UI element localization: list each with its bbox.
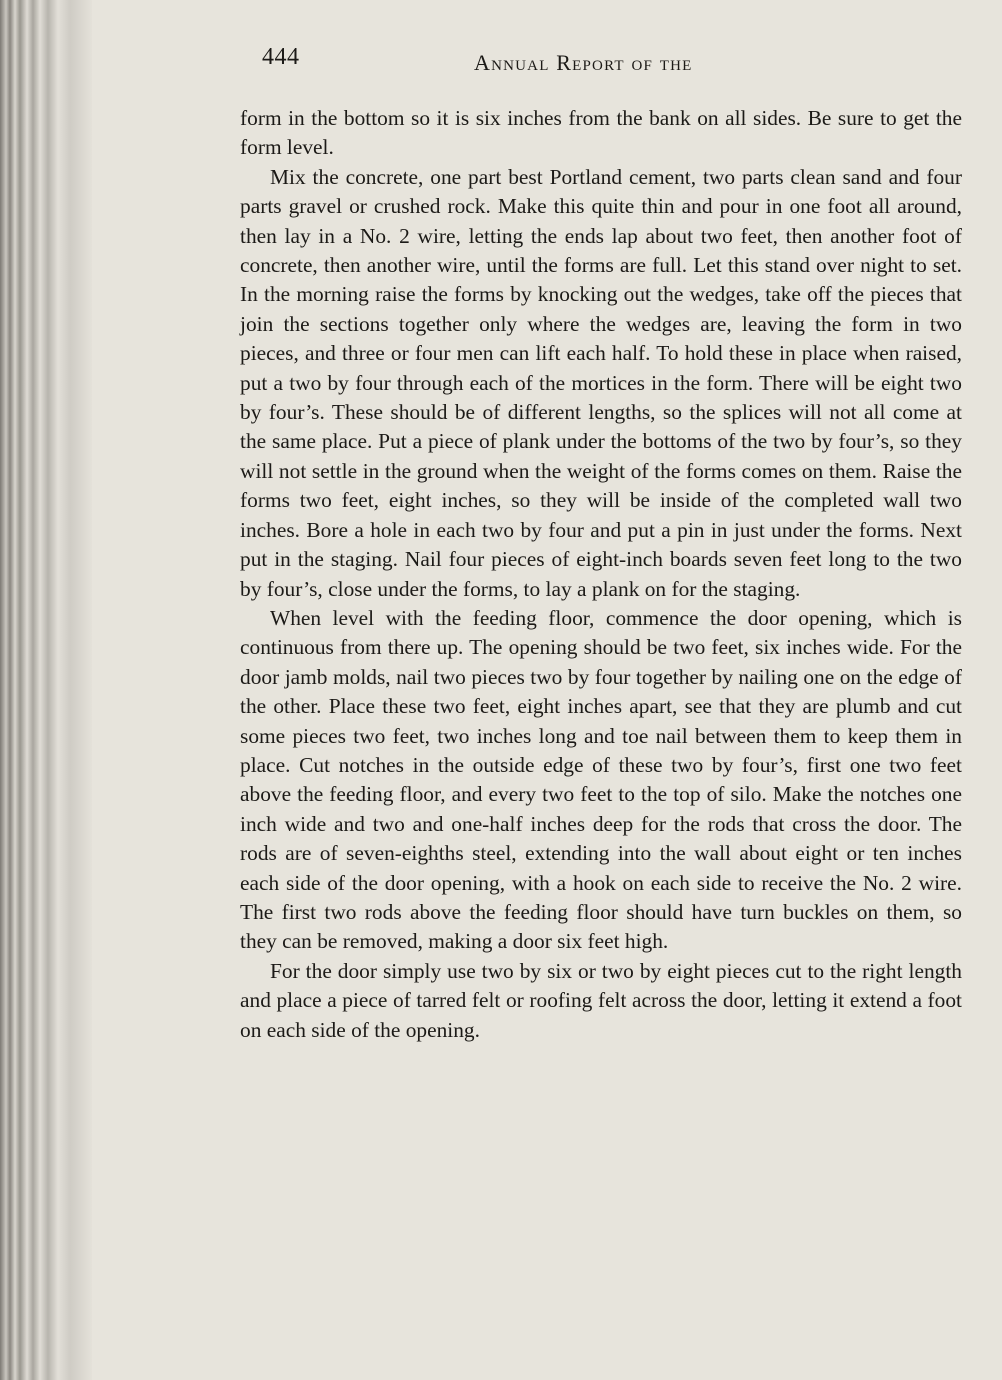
paragraph-4: For the door simply use two by six or two by eight pieces cut to the right length and place a piece of tarred felt or roofing felt across the door, letting it extend a foot on each side of the opening. <box>240 958 962 1042</box>
page-number: 444 <box>262 44 300 70</box>
paragraph-1: form in the bottom so it is six inches from the bank on all sides. Be sure to get the form level. <box>240 106 962 160</box>
paragraph-3: When level with the feeding floor, commence the door opening, which is continuous from there up. The opening should be two feet, six inches wide. For the door jamb molds, nail two pieces two by four together by nailing one on the edge of the other. Place these two feet, eight inches apart, see that they are plumb and cut some pieces two feet, two inches long and toe nail between them to keep them in place. Cut notches in the outside edge of these two by four’s, first one two feet above the feeding floor, and every two feet to the top of silo. Make the notches one inch wide and two and one-half inches deep for the rods that cross the door. The rods are of seven-eighths steel, extending into the wall about eight or ten inches each side of the door opening, with a hook on each side to receive the No. 2 wire. The first two rods above the feeding floor should have turn buckles on them, so they can be removed, making a door six feet high. <box>240 605 962 954</box>
body-text <box>240 104 962 1045</box>
paragraph-2: Mix the concrete, one part best Portland cement, two parts clean sand and four parts gravel or crushed rock. Make this quite thin and pour in one foot all around, then lay in a No. 2 wire, letting the ends lap about two feet, then another foot of concrete, then another wire, until the forms are full. Let this stand over night to set. In the morning raise the forms by knocking out the wedges, take off the pieces that join the sections together only where the wedges are, leaving the form in two pieces, and three or four men can lift each half. To hold these in place when raised, put a two by four through each of the mortices in the form. There will be eight two by four’s. These should be of different lengths, so the splices will not all come at the same place. Put a piece of plank under the bottoms of the two by four’s, so they will not settle in the ground when the weight of the forms comes on them. Raise the forms two feet, eight inches, so they will be inside of the completed wall two inches. Bore a hole in each two by four and put a pin in just under the forms. Next put in the staging. Nail four pieces of eight-inch boards seven feet long to the two by four’s, close under the forms, to lay a plank on for the staging. <box>240 164 962 601</box>
running-head: Annual Report of the <box>474 50 693 75</box>
book-binding-edge <box>0 0 92 1380</box>
page-header <box>262 44 962 84</box>
